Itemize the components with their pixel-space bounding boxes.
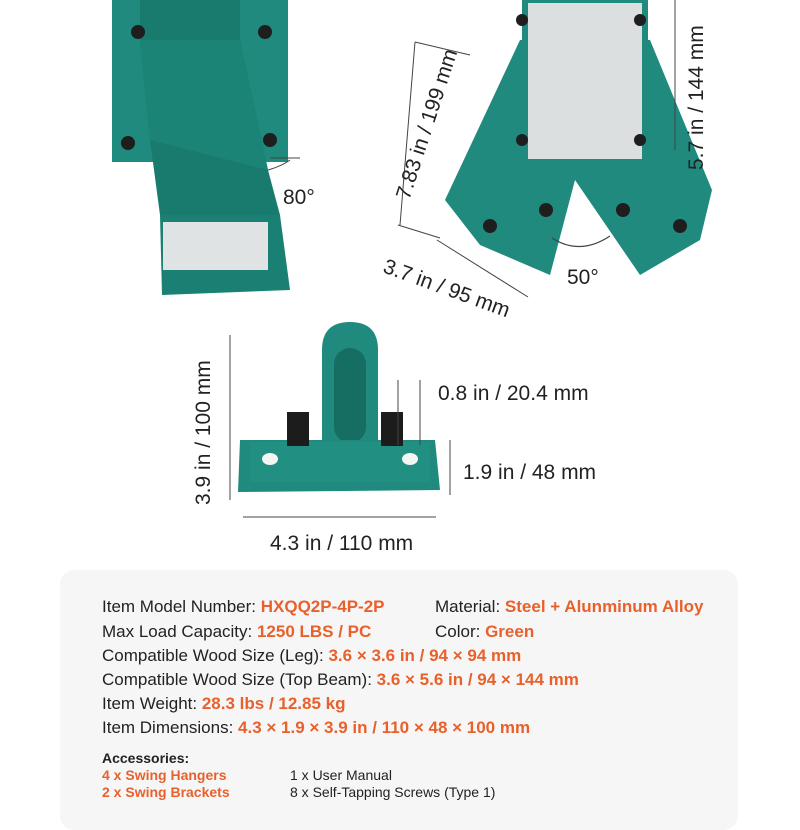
spec-max-load bbox=[102, 622, 371, 642]
spec-value: 28.3 lbs / 12.85 kg bbox=[201, 694, 346, 713]
spec-value: 1250 LBS / PC bbox=[256, 622, 372, 641]
accessory-item: 1 x User Manual bbox=[290, 767, 392, 783]
spec-label: Item Weight: bbox=[102, 694, 202, 713]
accessory-item: 4 x Swing Hangers bbox=[102, 767, 227, 783]
brace-length-label: 7.83 in / 199 mm bbox=[392, 46, 463, 203]
spec-value: Green bbox=[485, 622, 535, 641]
specifications-card bbox=[60, 570, 738, 830]
hanger-base-width-label: 4.3 in / 110 mm bbox=[270, 532, 414, 555]
spec-value: 3.6 × 3.6 in / 94 × 94 mm bbox=[328, 646, 522, 665]
spec-color bbox=[435, 622, 534, 642]
spec-label: Compatible Wood Size (Top Beam): bbox=[102, 670, 377, 689]
leg-bracket-illustration bbox=[112, 0, 300, 295]
spec-value: 4.3 × 1.9 × 3.9 in / 110 × 48 × 100 mm bbox=[238, 718, 531, 737]
spec-label: Material: bbox=[435, 597, 505, 616]
accessories-heading: Accessories: bbox=[102, 750, 190, 766]
spec-weight bbox=[102, 694, 346, 714]
hanger-ring-label: 0.8 in / 20.4 mm bbox=[438, 382, 589, 405]
spec-wood-leg bbox=[102, 646, 521, 666]
spec-label: Item Model Number: bbox=[102, 597, 261, 616]
spec-label: Item Dimensions: bbox=[102, 718, 239, 737]
hanger-height-label: 3.9 in / 100 mm bbox=[192, 360, 215, 505]
spec-value: HXQQ2P-4P-2P bbox=[260, 597, 385, 616]
spec-label: Max Load Capacity: bbox=[102, 622, 257, 641]
spec-value: 3.6 × 5.6 in / 94 × 144 mm bbox=[376, 670, 579, 689]
accessory-item: 8 x Self-Tapping Screws (Type 1) bbox=[290, 784, 496, 800]
hanger-base-depth-label: 1.9 in / 48 mm bbox=[463, 461, 597, 484]
angle-50-label: 50° bbox=[567, 266, 599, 289]
spec-model-number bbox=[102, 597, 385, 617]
swing-hanger-illustration bbox=[230, 322, 450, 517]
spec-wood-beam bbox=[102, 670, 579, 690]
brace-height-label: 5.7 in / 144 mm bbox=[685, 25, 708, 170]
brace-width-label: 3.7 in / 95 mm bbox=[380, 255, 514, 323]
spec-dimensions bbox=[102, 718, 530, 738]
top-beam-brace-illustration bbox=[398, 0, 712, 297]
spec-value: Steel + Alunminum Alloy bbox=[504, 597, 704, 616]
angle-80-label: 80° bbox=[283, 186, 315, 209]
spec-label: Color: bbox=[435, 622, 486, 641]
spec-label: Compatible Wood Size (Leg): bbox=[102, 646, 329, 665]
accessory-item: 2 x Swing Brackets bbox=[102, 784, 230, 800]
spec-material bbox=[435, 597, 703, 617]
